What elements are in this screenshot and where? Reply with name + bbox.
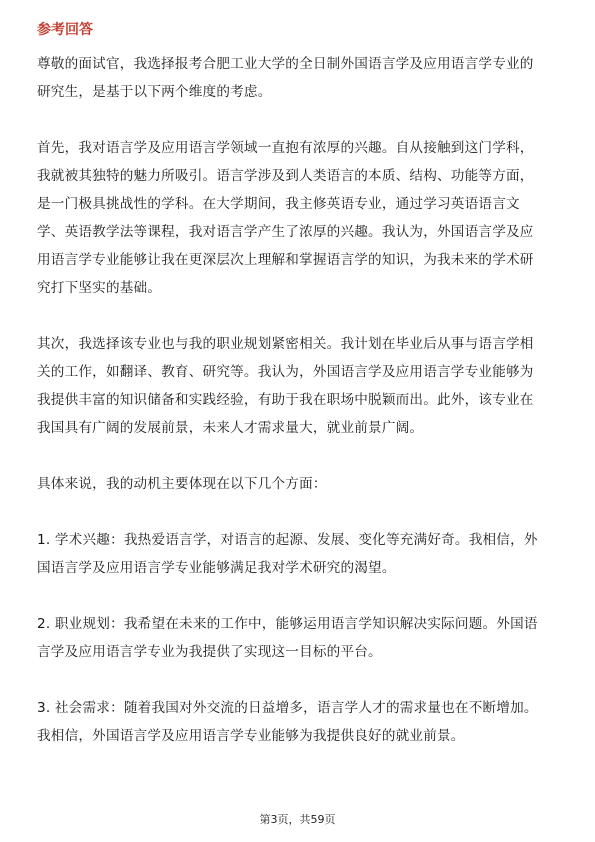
- text-line: 研究生，是基于以下两个维度的考虑。: [37, 84, 272, 100]
- text-line: 关的工作，如翻译、教育、研究等。我认为，外国语言学及应用语言学专业能够为: [37, 364, 534, 380]
- text-line: 用语言学专业能够让我在更深层次上理解和掌握语言学的知识，为我未来的学术研: [37, 252, 534, 268]
- text-line: 具体来说，我的动机主要体现在以下几个方面：: [37, 476, 327, 492]
- text-line: 我国具有广阔的发展前景，未来人才需求量大，就业前景广阔。: [37, 420, 424, 436]
- text-line: 我就被其独特的魅力所吸引。语言学涉及到人类语言的本质、结构、功能等方面，: [37, 168, 534, 184]
- list-item-social-demand: [37, 694, 559, 750]
- text-line: 言学及应用语言学专业为我提供了实现这一目标的平台。: [37, 644, 382, 660]
- text-line: 尊敬的面试官，我选择报考合肥工业大学的全日制外国语言学及应用语言学专业的: [37, 56, 534, 72]
- paragraph-motivation-intro: [37, 470, 559, 498]
- text-line: 3. 社会需求：随着我国对外交流的日益增多，语言学人才的需求量也在不断增加。: [37, 700, 538, 716]
- text-line: 1. 学术兴趣：我热爱语言学，对语言的起源、发展、变化等充满好奇。我相信，外: [37, 532, 538, 548]
- paragraph-first-reason: [37, 134, 559, 302]
- text-line: 是一门极具挑战性的学科。在大学期间，我主修英语专业，通过学习英语语言文: [37, 196, 520, 212]
- text-line: 其次，我选择该专业也与我的职业规划紧密相关。我计划在毕业后从事与语言学相: [37, 336, 534, 352]
- text-line: 国语言学及应用语言学专业能够满足我对学术研究的渴望。: [37, 560, 396, 576]
- text-line: 我相信，外国语言学及应用语言学专业能够为我提供良好的就业前景。: [37, 728, 465, 744]
- text-line: 首先，我对语言学及应用语言学领域一直抱有浓厚的兴趣。自从接触到这门学科，: [37, 140, 534, 156]
- paragraph-intro: [37, 50, 559, 106]
- text-line: 我提供丰富的知识储备和实践经验，有助于我在职场中脱颖而出。此外，该专业在: [37, 392, 534, 408]
- list-item-academic-interest: [37, 526, 559, 582]
- paragraph-second-reason: [37, 330, 559, 442]
- page-number: 第3页，共59页: [259, 813, 336, 826]
- section-heading: 参考回答: [37, 22, 93, 38]
- text-line: 学、英语教学法等课程，我对语言学产生了浓厚的兴趣。我认为，外国语言学及应: [37, 224, 534, 240]
- text-line: 2. 职业规划：我希望在未来的工作中，能够运用语言学知识解决实际问题。外国语: [37, 616, 538, 632]
- text-line: 究打下坚实的基础。: [37, 280, 162, 296]
- list-item-career-plan: [37, 610, 559, 666]
- answer-body: [37, 50, 559, 778]
